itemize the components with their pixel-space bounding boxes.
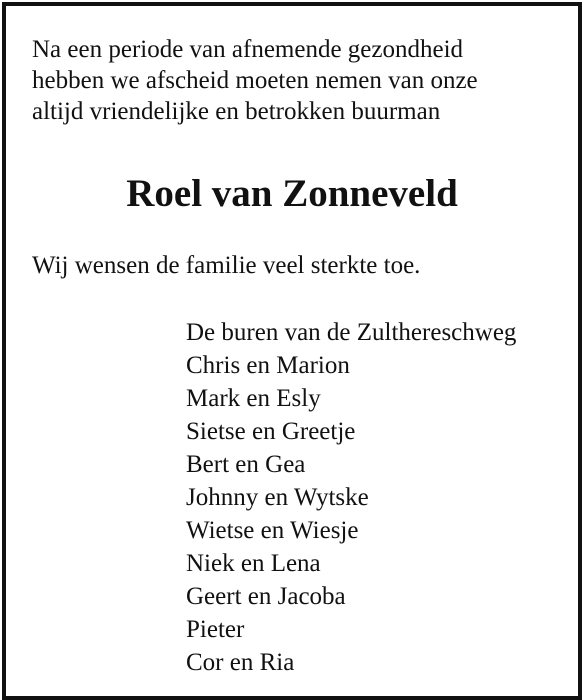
signature-line: Cor en Ria — [186, 649, 295, 676]
signature-line: Bert en Gea — [186, 451, 306, 478]
signature-list — [186, 316, 516, 679]
intro-line: altijd vriendelijke en betrokken buurman — [32, 98, 441, 125]
signature-line: Mark en Esly — [186, 385, 321, 412]
signature-line: Geert en Jacoba — [186, 583, 346, 610]
intro-text — [32, 34, 562, 127]
intro-line: Na een periode van afnemende gezondheid — [32, 36, 464, 63]
signature-line: Wietse en Wiesje — [186, 517, 359, 544]
condolence-wish: Wij wensen de familie veel sterkte toe. — [32, 252, 421, 279]
signature-line: Pieter — [186, 616, 245, 643]
signature-line: Sietse en Greetje — [186, 418, 356, 445]
signature-line: De buren van de Zulthereschweg — [186, 319, 517, 346]
signature-line: Johnny en Wytske — [186, 484, 369, 511]
deceased-name: Roel van Zonneveld — [126, 172, 458, 215]
obituary-notice — [2, 2, 582, 700]
signature-line: Niek en Lena — [186, 550, 321, 577]
intro-line: hebben we afscheid moeten nemen van onze — [32, 67, 478, 94]
signature-line: Chris en Marion — [186, 352, 350, 379]
